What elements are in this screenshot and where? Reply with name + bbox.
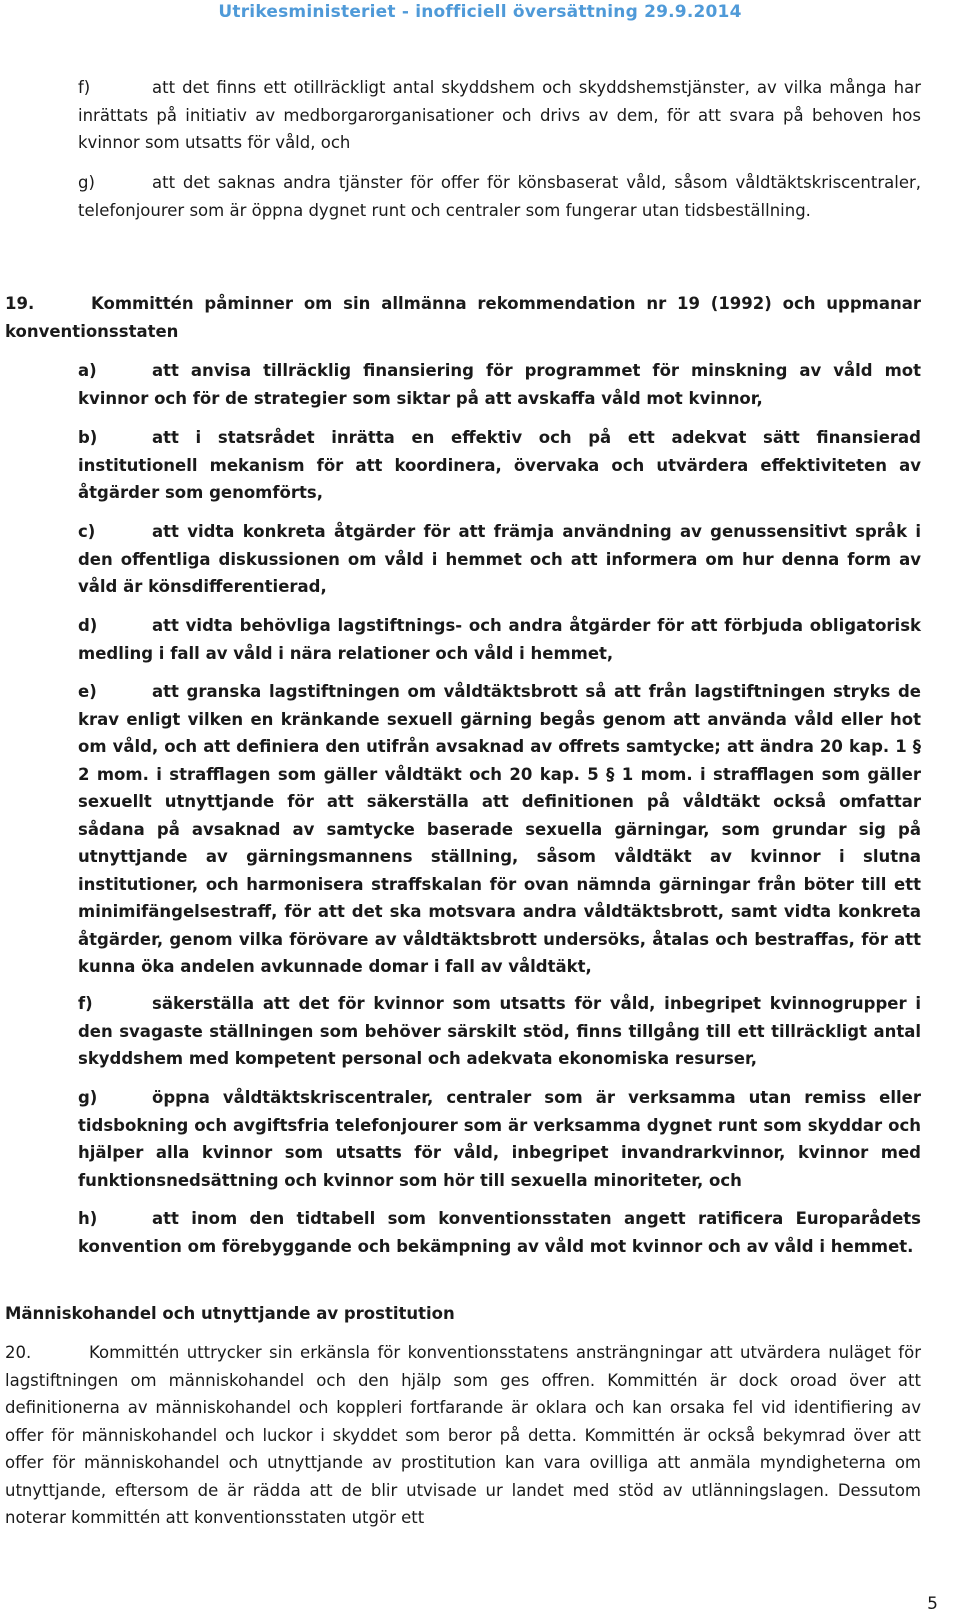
page-number: 5 xyxy=(927,1594,938,1614)
item-label: f) xyxy=(78,78,91,97)
item-text: att det saknas andra tjänster för offer för könsbaserat våld, såsom våldtäktskriscentraler, telefonjourer som är öppna dygnet runt och centraler som fungerar utan tidsbeställning. xyxy=(78,173,921,220)
section-number: 20. xyxy=(5,1343,32,1362)
section-text: Kommittén uttrycker sin erkänsla för konventionsstatens ansträngningar att utvärdera nuläget för lagstiftningen om människohandel och den hjälp som ges offren. Kommittén är dock oroad över att definitionerna av människohandel och koppleri fortfarande är oklara och kan orsaka fel vid identifiering av offer för människohandel och luckor i skyddet som beror på detta. Kommittén är också bekymrad över att offer för människohandel och utnyttjande av prostitution kan vara ovilliga att anmäla myndigheterna om utnyttjande, eftersom de är rädda att de blir utvisade ur landet med stöd av utlänningslagen. Dessutom noterar kommittén att konventionsstaten utgör ett xyxy=(5,1343,921,1527)
section-heading: Människohandel och utnyttjande av prostitution xyxy=(5,1304,455,1323)
item-text: att inom den tidtabell som konventionsstaten angett ratificera Europarådets konvention om förebyggande och bekämpning av våld mot kvinnor och av våld i hemmet. xyxy=(78,1209,921,1256)
item-g-intro xyxy=(78,169,921,224)
item-19h xyxy=(78,1205,921,1260)
section-number: 19. xyxy=(5,294,35,313)
item-19b xyxy=(78,424,921,507)
item-19a xyxy=(78,357,921,412)
item-text: säkerställa att det för kvinnor som utsatts för våld, inbegripet kvinnogrupper i den svagaste ställningen som behöver särskilt stöd, finns tillgång till ett tillräckligt antal skyddshem med kompetent personal och adekvata ekonomiska resurser, xyxy=(78,994,921,1068)
item-text: att vidta konkreta åtgärder för att främja användning av genussensitivt språk i den offentliga diskussionen om våld i hemmet och att informera om hur denna form av våld är könsdifferentierad, xyxy=(78,522,921,596)
section-19-intro xyxy=(5,290,921,345)
item-text: att granska lagstiftningen om våldtäktsbrott så att från lagstiftningen stryks de krav enligt vilken en kränkande sexuell gärning begås genom att använda våld eller hot om våld, och att definiera den utifrån avsaknad av offrets samtycke; att ändra 20 kap. 1 § 2 mom. i strafflagen som gäller våldtäkt och 20 kap. 5 § 1 mom. i strafflagen som gäller sexuellt utnyttjande för att säkerställa att definitionen på våldtäkt också omfattar sådana på avsaknad av samtycke baserade sexuella gärningar, som grundar sig på utnyttjande av gärningsmannens ställning, såsom våldtäkt av kvinnor i slutna institutioner, och harmonisera straffskalan för ovan nämnda gärningar från böter till ett minimifängelsestraff, för att det ska motsvara andra våldtäktsbrott, samt vidta konkreta åtgärder, genom vilka förövare av våldtäktsbrott undersöks, åtalas och bestraffas, för att kunna öka andelen avkunnade domar i fall av våldtäkt, xyxy=(78,682,921,976)
item-label: c) xyxy=(78,522,96,541)
item-label: h) xyxy=(78,1209,98,1228)
item-19e xyxy=(78,678,921,981)
document-header: Utrikesministeriet - inofficiell översättning 29.9.2014 xyxy=(218,2,742,22)
item-label: g) xyxy=(78,173,95,192)
item-label: b) xyxy=(78,428,98,447)
section-20 xyxy=(5,1339,921,1532)
item-19d xyxy=(78,612,921,667)
item-label: f) xyxy=(78,994,93,1013)
item-label: a) xyxy=(78,361,97,380)
item-f-intro xyxy=(78,74,921,157)
section-intro-text: Kommittén påminner om sin allmänna rekommendation nr 19 (1992) och uppmanar konventionsstaten xyxy=(5,294,921,341)
item-text: att det finns ett otillräckligt antal skyddshem och skyddshemstjänster, av vilka många har inrättats på initiativ av medborgarorganisationer och drivs av dem, för att svara på behoven hos kvinnor som utsatts för våld, och xyxy=(78,78,921,152)
item-label: e) xyxy=(78,682,97,701)
item-19f xyxy=(78,990,921,1073)
item-text: öppna våldtäktskriscentraler, centraler som är verksamma utan remiss eller tidsbokning och avgiftsfria telefonjourer som är verksamma dygnet runt som skyddar och hjälper alla kvinnor som utsatts för våld, inbegripet invandrarkvinnor, kvinnor med funktionsnedsättning och kvinnor som hör till sexuella minoriteter, och xyxy=(78,1088,921,1190)
item-19g xyxy=(78,1084,921,1194)
item-text: att i statsrådet inrätta en effektiv och på ett adekvat sätt finansierad institutionell mekanism för att koordinera, övervaka och utvärdera effektiviteten av åtgärder som genomförts, xyxy=(78,428,921,502)
item-19c xyxy=(78,518,921,601)
item-label: d) xyxy=(78,616,98,635)
item-label: g) xyxy=(78,1088,98,1107)
item-text: att anvisa tillräcklig finansiering för programmet för minskning av våld mot kvinnor och för de strategier som siktar på att avskaffa våld mot kvinnor, xyxy=(78,361,921,408)
item-text: att vidta behövliga lagstiftnings- och andra åtgärder för att förbjuda obligatorisk medling i fall av våld i nära relationer och våld i hemmet, xyxy=(78,616,921,663)
